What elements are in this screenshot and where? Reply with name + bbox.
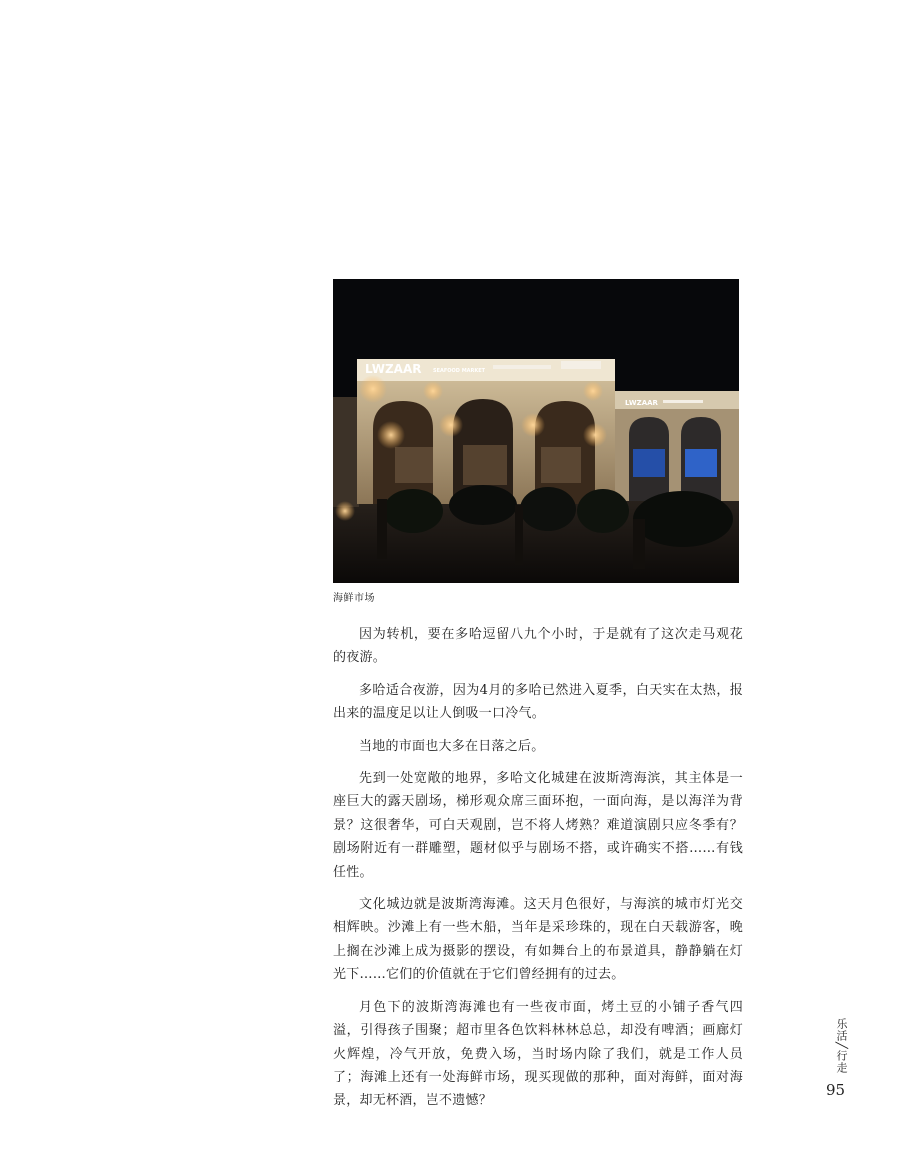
article-body [333,623,743,1122]
seafood-market-photo [333,279,739,583]
photo-caption: 海鲜市场 [333,593,375,604]
photo-sign-right-sub [663,400,703,403]
page-number: 95 [826,1081,846,1099]
photo-sign-right: LWZAAR [625,399,658,407]
photo-sign-main: LWZAAR [365,362,422,376]
photo-sign-arabic [493,365,551,369]
paragraph: 月色下的波斯湾海滩也有一些夜市面，烤土豆的小铺子香气四溢，引得孩子围聚；超市里各色饮料林林总总，却没有啤酒；画廊灯火辉煌，冷气开放，免费入场，当时场内除了我们，就是工作人员了；海滩上还有一处海鲜市场，现买现做的那种，面对海鲜，面对海景，却无杯酒，岂不遗憾？ [333,999,743,1109]
paragraph: 因为转机，要在多哈逗留八九个小时，于是就有了这次走马观花的夜游。 [333,627,743,666]
paragraph: 当地的市面也大多在日落之后。 [359,738,545,754]
section-label: 乐活╱行走 [835,1018,848,1074]
photo-sign-sub: SEAFOOD MARKET [433,368,486,374]
paragraph: 多哈适合夜游，因为4月的多哈已然进入夏季，白天实在太热，报出来的温度足以让人倒吸一口冷气。 [333,682,743,722]
paragraph: 先到一处宽敞的地界，多哈文化城建在波斯湾海滨，其主体是一座巨大的露天剧场，梯形观众席三面环抱，一面向海，是以海洋为背景？这很奢华，可白天观剧，岂不将人烤熟？难道演剧只应冬季有？剧场附近有一群雕塑，题材似乎与剧场不搭，或许确实不搭……有钱任性。 [333,771,743,880]
photo-sign-arabic-logo [561,361,601,369]
paragraph: 文化城边就是波斯湾海滩。这天月色很好，与海滨的城市灯光交相辉映。沙滩上有一些木船，当年是采珍珠的，现在白天载游客，晚上搁在沙滩上成为摄影的摆设，有如舞台上的布景道具，静静躺在灯光下……它们的价值就在于它们曾经拥有的过去。 [333,897,743,983]
